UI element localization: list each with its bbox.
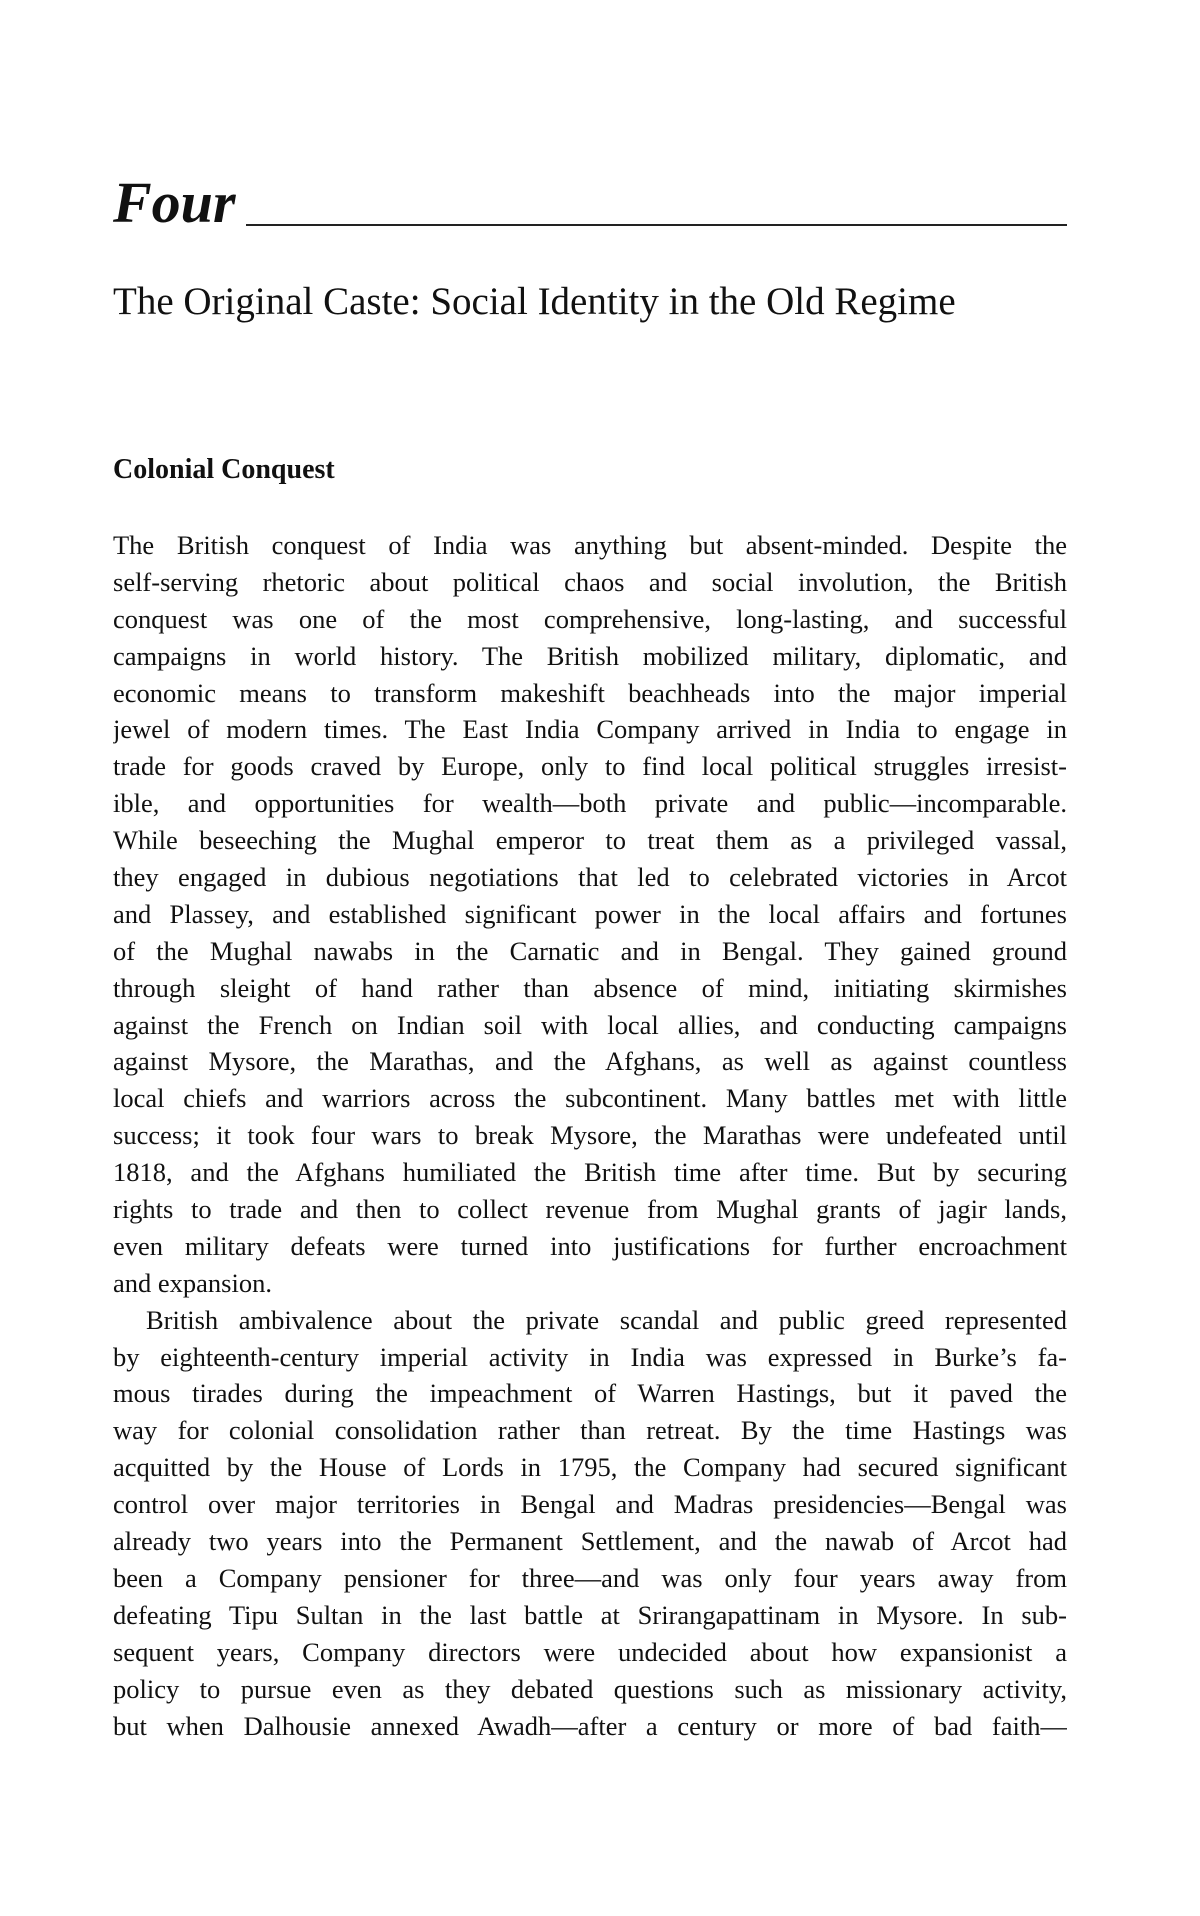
text-line: trade for goods craved by Europe, only to find local political struggles irresist- bbox=[113, 751, 1067, 782]
text-line: but when Dalhousie annexed Awadh—after a century or more of bad faith— bbox=[113, 1710, 1067, 1741]
text-line: self-serving rhetoric about political chaos and social involution, the British bbox=[113, 566, 1067, 597]
text-line: of the Mughal nawabs in the Carnatic and in Bengal. They gained ground bbox=[113, 935, 1067, 966]
text-line: acquitted by the House of Lords in 1795, the Company had secured significant bbox=[113, 1452, 1067, 1483]
text-line: jewel of modern times. The East India Company arrived in India to engage in bbox=[113, 714, 1067, 745]
paragraph-2 bbox=[113, 1302, 1067, 1745]
text-line: economic means to transform makeshift beachheads into the major imperial bbox=[113, 677, 1067, 708]
paragraph-1 bbox=[113, 527, 1067, 1302]
text-line: been a Company pensioner for three—and was only four years away from bbox=[113, 1562, 1067, 1593]
text-line: they engaged in dubious negotiations that led to celebrated victories in Arcot bbox=[113, 862, 1067, 893]
text-line: through sleight of hand rather than absence of mind, initiating skirmishes bbox=[113, 972, 1067, 1003]
text-line: already two years into the Permanent Settlement, and the nawab of Arcot had bbox=[113, 1526, 1067, 1557]
text-line: 1818, and the Afghans humiliated the British time after time. But by securing bbox=[113, 1157, 1067, 1188]
text-line: sequent years, Company directors were undecided about how expansionist a bbox=[113, 1636, 1067, 1667]
text-line: and expansion. bbox=[113, 1267, 272, 1298]
text-line: policy to pursue even as they debated questions such as missionary activity, bbox=[113, 1673, 1067, 1704]
text-line: against Mysore, the Marathas, and the Afghans, as well as against countless bbox=[113, 1046, 1067, 1077]
text-line: conquest was one of the most comprehensive, long-lasting, and successful bbox=[113, 603, 1067, 634]
text-line: way for colonial consolidation rather than retreat. By the time Hastings was bbox=[113, 1415, 1067, 1446]
chapter-header bbox=[113, 168, 1067, 248]
text-line: control over major territories in Bengal and Madras presidencies—Bengal was bbox=[113, 1489, 1067, 1520]
text-line: campaigns in world history. The British mobilized military, diplomatic, and bbox=[113, 640, 1067, 671]
chapter-rule bbox=[246, 224, 1067, 226]
text-line: even military defeats were turned into justifications for further encroachment bbox=[113, 1230, 1067, 1261]
text-line: defeating Tipu Sultan in the last battle at Srirangapattinam in Mysore. In sub- bbox=[113, 1599, 1067, 1630]
text-line: While beseeching the Mughal emperor to treat them as a privileged vassal, bbox=[113, 825, 1067, 856]
text-line: against the French on Indian soil with local allies, and conducting campaigns bbox=[113, 1009, 1067, 1040]
chapter-title: The Original Caste: Social Identity in the Old Regime bbox=[113, 280, 956, 323]
text-line: rights to trade and then to collect revenue from Mughal grants of jagir lands, bbox=[113, 1194, 1067, 1225]
text-line: The British conquest of India was anything but absent-minded. Despite the bbox=[113, 530, 1067, 560]
text-line: ible, and opportunities for wealth—both private and public—incomparable. bbox=[113, 788, 1067, 819]
text-line: British ambivalence about the private scandal and public greed represented bbox=[146, 1304, 1067, 1335]
section-heading: Colonial Conquest bbox=[113, 454, 335, 485]
text-line: by eighteenth-century imperial activity in India was expressed in Burke’s fa- bbox=[113, 1341, 1067, 1372]
text-line: mous tirades during the impeachment of Warren Hastings, but it paved the bbox=[113, 1378, 1067, 1409]
text-line: success; it took four wars to break Mysore, the Marathas were undefeated until bbox=[113, 1120, 1067, 1151]
text-line: local chiefs and warriors across the subcontinent. Many battles met with little bbox=[113, 1083, 1067, 1114]
body-text bbox=[113, 527, 1067, 1744]
chapter-number: Four bbox=[113, 170, 236, 235]
text-line: and Plassey, and established significant power in the local affairs and fortunes bbox=[113, 898, 1067, 929]
